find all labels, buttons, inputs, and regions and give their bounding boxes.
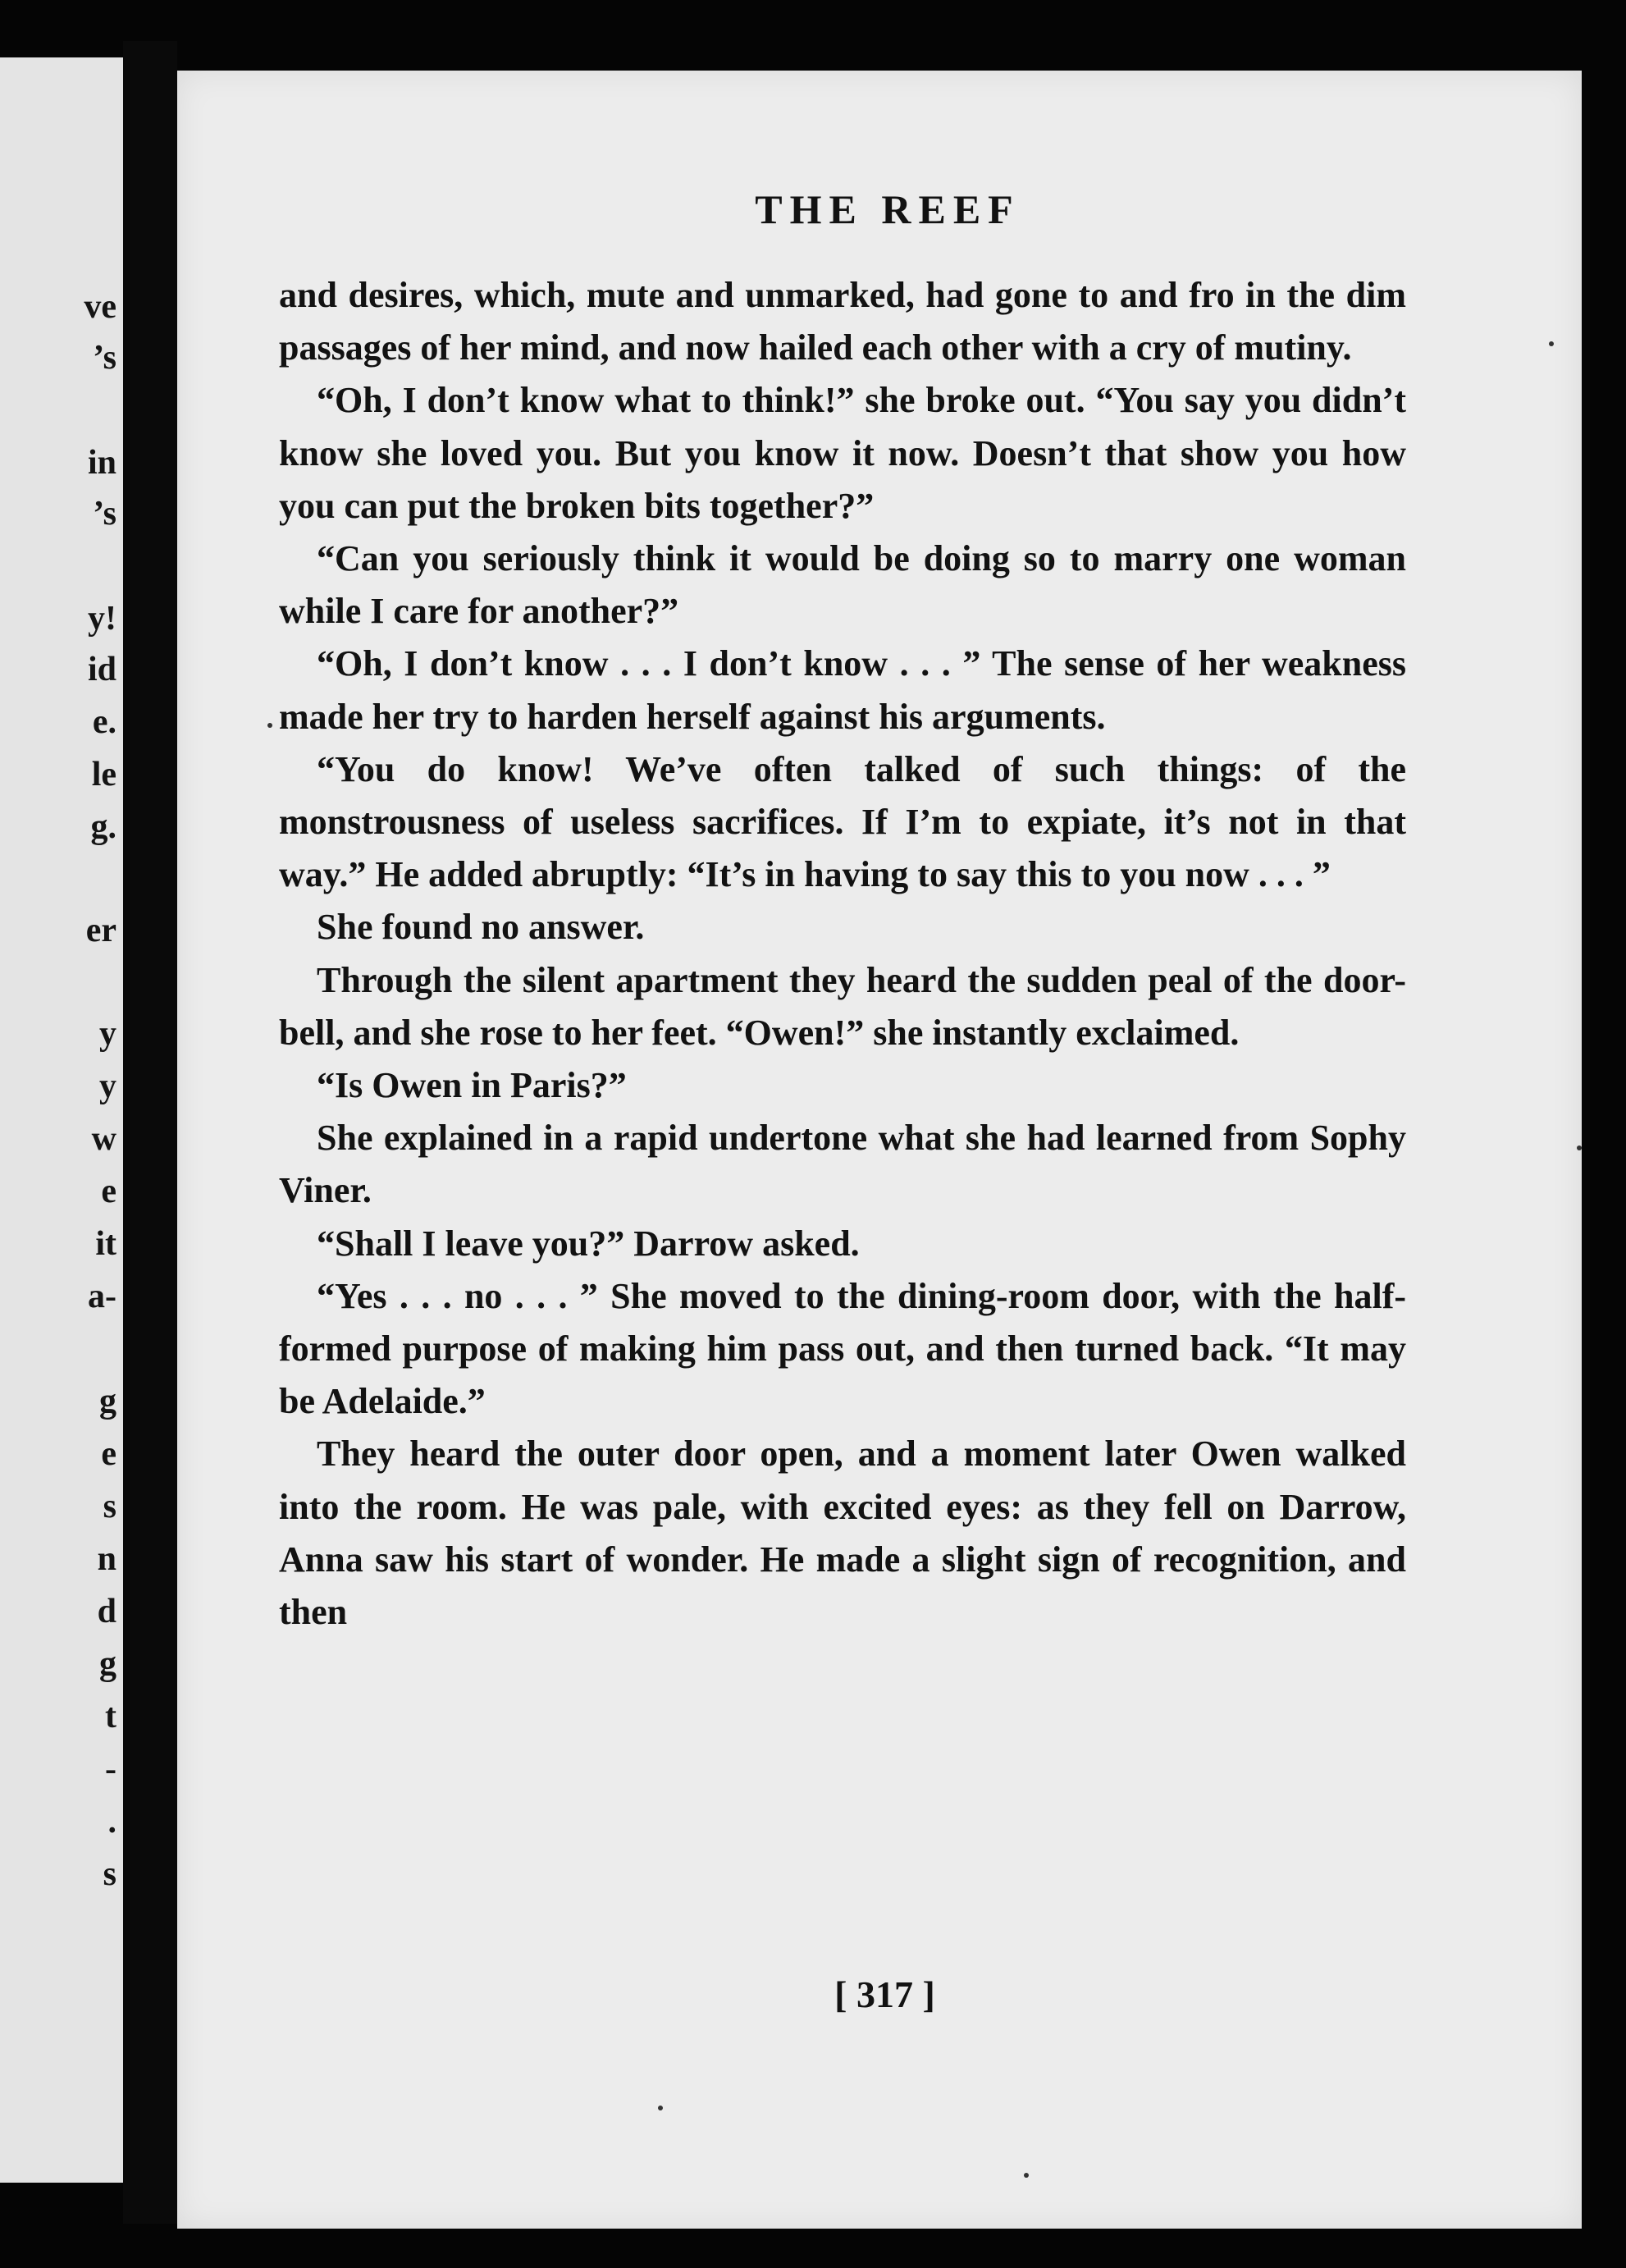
page-body (279, 269, 1406, 1639)
paragraph: “Oh, I don’t know what to think!” she broke out. “You say you didn’t know she loved you. But you know it now. Doesn’t that show you how you can put the broken bits together?” (279, 380, 1406, 526)
left-page-fragment: it (95, 1225, 116, 1263)
paragraph: and desires, which, mute and unmarked, had gone to and fro in the dim passages of her mind, and now hailed each other with a cry of mutiny. (279, 275, 1406, 368)
paragraph: “Yes . . . no . . . ” She moved to the dining-room door, with the half-formed purpose of making him pass out, and then turned back. “It may be Adelaide.” (279, 1275, 1406, 1422)
left-page-fragment: ve (84, 288, 116, 326)
left-page-fragment: e. (92, 703, 116, 741)
book-page (177, 71, 1582, 2229)
paragraph: They heard the outer door open, and a moment later Owen walked into the room. He was pale, with excited eyes: as they fell on Darrow, Anna saw his start of wonder. He made a slight sign of recognition, and then (279, 1434, 1406, 1633)
scan-speck (1024, 2173, 1029, 2178)
left-page-fragment: . (107, 1803, 116, 1840)
previous-page-edge (0, 57, 123, 2183)
paragraph: “Can you seriously think it would be doing so to marry one woman while I care for another?” (279, 538, 1406, 632)
paragraph: “Oh, I don’t know . . . I don’t know . . . ” The sense of her weakness made her try to harden herself against his arguments. (279, 643, 1406, 737)
left-page-fragment: ’s (93, 495, 116, 533)
left-page-fragment: y! (88, 600, 116, 638)
left-page-fragment: id (87, 651, 116, 688)
left-page-fragment: - (105, 1750, 116, 1788)
left-page-fragment: s (103, 1855, 116, 1893)
left-page-fragment: y (99, 1015, 116, 1053)
left-page-fragment: s (103, 1488, 116, 1525)
left-page-fragment: n (97, 1540, 116, 1578)
left-page-fragment: le (91, 756, 116, 793)
scan-speck (267, 723, 272, 728)
left-page-fragment: in (87, 444, 116, 482)
paragraph: She found no answer. (317, 907, 645, 948)
scan-speck (1549, 341, 1554, 346)
left-page-fragment: d (97, 1593, 116, 1630)
left-page-fragment: e (101, 1173, 116, 1210)
left-page-fragment: e (101, 1435, 116, 1473)
paragraph: “You do know! We’ve often talked of such things: of the monstrousness of useless sacrifices. If I’m to expiate, it’s not in that way.” He added abruptly: “It’s in having to say this to you now . . . ” (279, 748, 1406, 895)
left-page-fragment: g. (90, 808, 116, 846)
book-gutter (123, 41, 177, 2224)
left-page-fragment: ’s (93, 339, 116, 377)
left-page-fragment: g (99, 1645, 116, 1683)
scan-speck (658, 2106, 663, 2110)
paragraph: She explained in a rapid undertone what she had learned from Sophy Viner. (279, 1118, 1406, 1211)
paragraph: Through the silent apartment they heard the sudden peal of the door-bell, and she rose to her feet. “Owen!” she instantly exclaimed. (279, 959, 1406, 1053)
left-page-fragment: a- (88, 1278, 116, 1315)
left-page-fragment: w (91, 1120, 116, 1158)
paragraph: “Shall I leave you?” Darrow asked. (317, 1223, 860, 1264)
page-number: [ 317 ] (834, 1973, 935, 2015)
left-page-fragment: t (105, 1698, 116, 1735)
paragraph: “Is Owen in Paris?” (317, 1065, 627, 1106)
left-page-fragment: y (99, 1068, 116, 1105)
running-head: THE REEF (755, 186, 1021, 232)
scan-speck (1577, 1145, 1582, 1150)
left-page-fragment: er (85, 912, 116, 949)
left-page-fragment: g (99, 1383, 116, 1420)
